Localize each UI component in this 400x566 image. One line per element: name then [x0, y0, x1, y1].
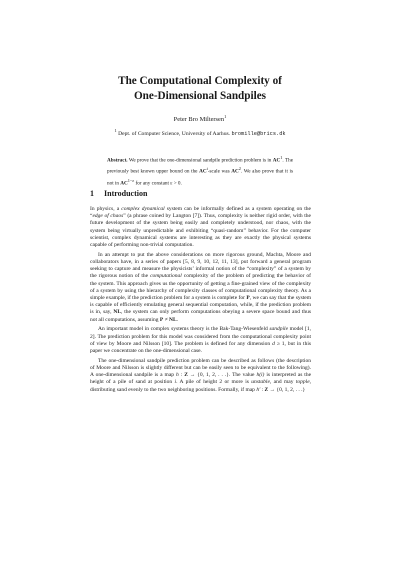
author-email: bromille@brics.dk [231, 130, 286, 137]
abstract-text: We prove that the one-dimensional sandpile prediction problem is in [128, 157, 273, 164]
math-set: Z [184, 372, 188, 379]
emphasis: sandpile [269, 326, 289, 333]
abstract-text: . The previously best known upper bound on the [107, 157, 294, 176]
text-run: ” (a phrase coined by Langton [7]). Thus, complexity is neither rigid order, with the future development of the system being easily and completely understood, nor chaos, with the system being virtually unpredictable and exhibiting “quasi-random” behavior. For the computer scientist, complex dynamical systems are interesting as they are exactly the physical systems capable of performing non-trivial computation. [90, 213, 311, 249]
text-run: In an attempt to put the above considerations on more rigorous ground, Machta, Moore and collaborators have, in a series of papers [5, 8, 9, 10, 12, 11, 13], put forward a general program seeking to capture and measure the physicists’ informal notion of the “complexity” of a system by the rigorous notion of the [90, 251, 311, 280]
paragraph-2 [90, 252, 311, 324]
affiliation-mark: 1 [114, 128, 117, 133]
text-run: , distributing sand evenly to the two neighboring positions. Formally, if map [90, 379, 312, 393]
math-var: i [174, 379, 177, 386]
abstract-label: Abstract. [107, 157, 128, 164]
text-run: , we can say that the system is capable of efficiently emulating general sequential computation, while, if the prediction problem is in, say, [90, 295, 312, 316]
math-sup: 2 [238, 166, 241, 172]
math-var: h(i) [256, 372, 265, 379]
text-run: complexity of the problem of predicting the behavior of the system. This approach gives us the opportunity of getting a fine-grained view of the complexity of a system by using the hierarchy of complexity classes of computational complexity theory. As a simple example, if the prediction problem for a system is complete for [90, 273, 311, 302]
emphasis: topple [295, 379, 310, 386]
math-class: NL [113, 309, 121, 316]
section-title: Introduction [104, 189, 148, 198]
abstract-text: . We also prove that it is not in [107, 169, 293, 187]
math-class: P [159, 316, 164, 323]
math-var: h [175, 372, 179, 379]
paragraph-1 [90, 206, 311, 249]
paragraph-3 [90, 326, 311, 355]
affiliation-text: Dept. of Computer Science, University of Aarhus. [118, 130, 231, 137]
text-run: : [260, 386, 265, 393]
math-sup: 1−ε [127, 177, 135, 183]
emphasis: complex dynamical [121, 206, 165, 212]
affiliation-line [0, 128, 400, 137]
abstract-text: -scale was [207, 169, 232, 176]
text-run: . A pile of height 2 or more is [176, 379, 252, 386]
text-run: ≠ [163, 316, 169, 323]
author-line [0, 114, 400, 123]
author-footnote-mark: 1 [224, 114, 227, 119]
text-run: The one-dimensional sandpile prediction problem can be described as follows (the description of Moore and Nilsson is slightly different but can be easily seen to be equivalent to the following). A one-dimensional sandpile is a map [90, 357, 311, 379]
math-class: AC [199, 169, 207, 176]
math-class: P [246, 295, 250, 302]
math-class: AC [272, 157, 281, 164]
text-run: model [1, 2]. The prediction problem for this model was considered from the computational complexity point of view by Moore and Nilsson [10]. The problem is defined for any dimension [90, 326, 311, 347]
emphasis: computational [150, 273, 182, 280]
math-var: h′ [256, 386, 261, 393]
text-run: . [176, 316, 178, 323]
text-run: system can be informally defined as a system operating on the “ [90, 206, 311, 220]
text-run: ≥ 1, but in this paper we concentrate on the one-dimensional case. [90, 340, 311, 355]
title-line-1: The Computational Complexity of [118, 75, 282, 87]
text-run: An important model in complex systems theory is the Bak-Tang-Wiesenfeld [98, 326, 270, 333]
paragraph-4 [90, 358, 311, 394]
text-run: , the system can only perform computations obeying a severe space bound and thus not all computations, assuming [90, 309, 312, 323]
text-run: : [178, 372, 185, 379]
body-text [90, 206, 311, 396]
section-number: 1 [90, 189, 94, 198]
emphasis: edge of chaos [92, 213, 124, 220]
section-heading [90, 189, 330, 198]
math-set: Z [264, 386, 269, 393]
math-sup: i [206, 166, 208, 172]
text-run: → {0, 1, 2, . . .} [268, 386, 306, 393]
math-class: AC [120, 180, 128, 187]
text-run: is interpreted as the height of a pile of sand at position [90, 372, 312, 386]
text-run: → {0, 1, 2, . . .}. The value [187, 372, 257, 379]
text-run: In physics, a [90, 206, 122, 212]
emphasis: unstable [251, 379, 270, 386]
abstract-text: for any constant ε > 0. [134, 180, 182, 187]
math-var: d [272, 340, 275, 347]
math-class: AC [231, 169, 239, 176]
title-line-2: One-Dimensional Sandpiles [133, 89, 267, 102]
math-sup: 1 [280, 155, 283, 160]
author-name: Peter Bro Miltersen [173, 116, 225, 124]
text-run: , and may [269, 379, 296, 386]
abstract [107, 154, 293, 188]
math-class: NL [168, 316, 177, 323]
paper-title [0, 74, 400, 103]
